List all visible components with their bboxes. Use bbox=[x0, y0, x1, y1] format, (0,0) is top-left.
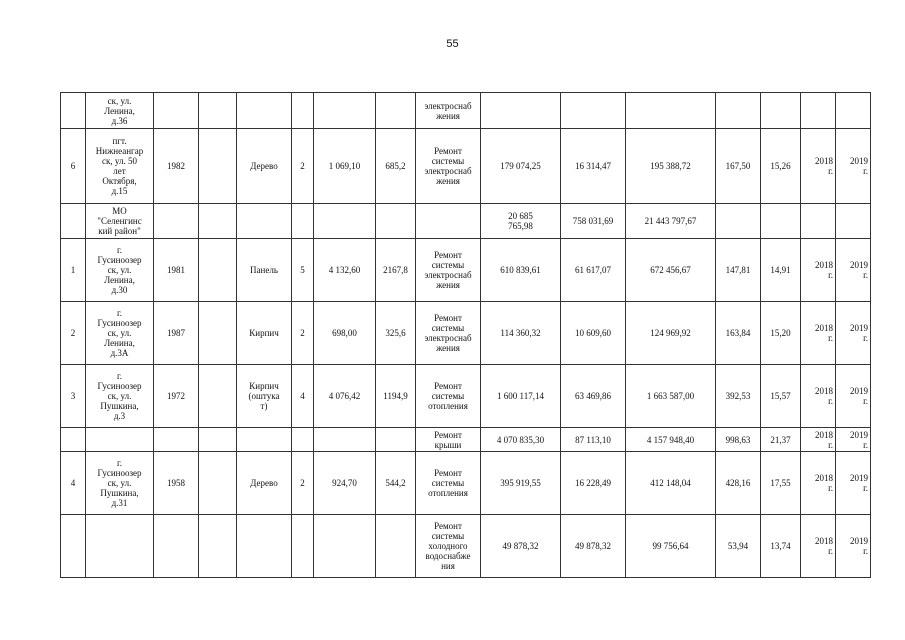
col-year-cell bbox=[154, 428, 199, 452]
col-start-cell: 2018 г. bbox=[801, 129, 836, 204]
col-wall-material-cell bbox=[237, 93, 292, 129]
col-cost-owners-cell: 16 228,49 bbox=[561, 452, 626, 515]
col-number-cell: 2 bbox=[61, 302, 86, 365]
col-end-cell: 2019 г. bbox=[836, 365, 871, 428]
col-cost-fund-cell: 610 839,61 bbox=[481, 239, 561, 302]
col-number-cell bbox=[61, 93, 86, 129]
col-rate-cell bbox=[761, 204, 801, 239]
col-cost-total-cell bbox=[626, 93, 716, 129]
col-floors-cell bbox=[292, 204, 314, 239]
col-cost-owners-cell: 63 469,86 bbox=[561, 365, 626, 428]
col-cost-total-cell: 4 157 948,40 bbox=[626, 428, 716, 452]
col-living-area-cell: 544,2 bbox=[376, 452, 416, 515]
col-year-renovation-cell bbox=[199, 428, 237, 452]
col-living-area-cell: 325,6 bbox=[376, 302, 416, 365]
col-cost-per-m2-cell: 428,16 bbox=[716, 452, 761, 515]
col-cost-fund-cell: 20 685 765,98 bbox=[481, 204, 561, 239]
col-work-type-cell: Ремонт системы электроснаб жения bbox=[416, 129, 481, 204]
col-rate-cell: 21,37 bbox=[761, 428, 801, 452]
col-year-renovation-cell bbox=[199, 302, 237, 365]
col-rate-cell: 13,74 bbox=[761, 515, 801, 578]
col-wall-material-cell: Дерево bbox=[237, 452, 292, 515]
col-start-cell bbox=[801, 204, 836, 239]
col-year-cell: 1981 bbox=[154, 239, 199, 302]
col-total-area-cell bbox=[314, 428, 376, 452]
col-cost-per-m2-cell: 167,50 bbox=[716, 129, 761, 204]
col-number-cell bbox=[61, 515, 86, 578]
col-cost-fund-cell: 114 360,32 bbox=[481, 302, 561, 365]
col-year-cell: 1987 bbox=[154, 302, 199, 365]
col-living-area-cell: 1194,9 bbox=[376, 365, 416, 428]
col-end-cell: 2019 г. bbox=[836, 302, 871, 365]
col-wall-material-cell bbox=[237, 515, 292, 578]
col-end-cell: 2019 г. bbox=[836, 239, 871, 302]
col-wall-material-cell: Кирпич bbox=[237, 302, 292, 365]
col-rate-cell: 15,26 bbox=[761, 129, 801, 204]
col-cost-total-cell: 412 148,04 bbox=[626, 452, 716, 515]
col-cost-owners-cell: 61 617,07 bbox=[561, 239, 626, 302]
col-year-renovation-cell bbox=[199, 452, 237, 515]
col-start-cell: 2018 г. bbox=[801, 302, 836, 365]
table-body bbox=[61, 93, 871, 578]
col-cost-per-m2-cell bbox=[716, 93, 761, 129]
col-cost-owners-cell: 49 878,32 bbox=[561, 515, 626, 578]
col-living-area-cell bbox=[376, 515, 416, 578]
col-floors-cell: 5 bbox=[292, 239, 314, 302]
col-work-type-cell: Ремонт системы электроснаб жения bbox=[416, 239, 481, 302]
col-address-cell: г. Гусиноозер ск, ул. Пушкина, д.31 bbox=[86, 452, 154, 515]
col-cost-total-cell: 21 443 797,67 bbox=[626, 204, 716, 239]
col-end-cell: 2019 г. bbox=[836, 515, 871, 578]
col-cost-fund-cell: 179 074,25 bbox=[481, 129, 561, 204]
col-wall-material-cell: Панель bbox=[237, 239, 292, 302]
col-year-renovation-cell bbox=[199, 93, 237, 129]
table-row bbox=[61, 302, 871, 365]
col-year-renovation-cell bbox=[199, 365, 237, 428]
col-number-cell: 3 bbox=[61, 365, 86, 428]
col-number-cell: 1 bbox=[61, 239, 86, 302]
col-number-cell: 4 bbox=[61, 452, 86, 515]
col-floors-cell: 4 bbox=[292, 365, 314, 428]
col-total-area-cell bbox=[314, 515, 376, 578]
col-end-cell: 2019 г. bbox=[836, 428, 871, 452]
col-year-cell bbox=[154, 93, 199, 129]
col-cost-total-cell: 1 663 587,00 bbox=[626, 365, 716, 428]
col-address-cell: г. Гусиноозер ск, ул. Пушкина, д.3 bbox=[86, 365, 154, 428]
col-cost-fund-cell bbox=[481, 93, 561, 129]
col-end-cell bbox=[836, 93, 871, 129]
col-work-type-cell: Ремонт крыши bbox=[416, 428, 481, 452]
col-floors-cell: 2 bbox=[292, 452, 314, 515]
col-cost-total-cell: 124 969,92 bbox=[626, 302, 716, 365]
col-floors-cell: 2 bbox=[292, 129, 314, 204]
col-cost-owners-cell: 758 031,69 bbox=[561, 204, 626, 239]
col-address-cell bbox=[86, 428, 154, 452]
repair-program-table bbox=[60, 92, 871, 578]
col-cost-owners-cell: 87 113,10 bbox=[561, 428, 626, 452]
col-year-renovation-cell bbox=[199, 204, 237, 239]
col-cost-total-cell: 672 456,67 bbox=[626, 239, 716, 302]
col-address-cell: пгт. Нижнеангар ск, ул. 50 лет Октября, д.15 bbox=[86, 129, 154, 204]
col-living-area-cell bbox=[376, 93, 416, 129]
col-living-area-cell: 2167,8 bbox=[376, 239, 416, 302]
col-total-area-cell bbox=[314, 93, 376, 129]
col-year-cell bbox=[154, 515, 199, 578]
col-cost-total-cell: 195 388,72 bbox=[626, 129, 716, 204]
col-start-cell: 2018 г. bbox=[801, 515, 836, 578]
col-living-area-cell bbox=[376, 204, 416, 239]
col-cost-owners-cell bbox=[561, 93, 626, 129]
col-end-cell: 2019 г. bbox=[836, 452, 871, 515]
col-address-cell: ск, ул. Ленина, д.36 bbox=[86, 93, 154, 129]
col-cost-fund-cell: 4 070 835,30 bbox=[481, 428, 561, 452]
col-cost-per-m2-cell bbox=[716, 204, 761, 239]
col-start-cell: 2018 г. bbox=[801, 452, 836, 515]
col-end-cell: 2019 г. bbox=[836, 129, 871, 204]
col-rate-cell bbox=[761, 93, 801, 129]
col-rate-cell: 15,20 bbox=[761, 302, 801, 365]
table-row bbox=[61, 129, 871, 204]
col-year-renovation-cell bbox=[199, 239, 237, 302]
col-cost-owners-cell: 16 314,47 bbox=[561, 129, 626, 204]
col-end-cell bbox=[836, 204, 871, 239]
table-row bbox=[61, 239, 871, 302]
col-cost-per-m2-cell: 392,53 bbox=[716, 365, 761, 428]
col-work-type-cell: электроснаб жения bbox=[416, 93, 481, 129]
col-year-renovation-cell bbox=[199, 515, 237, 578]
col-total-area-cell: 924,70 bbox=[314, 452, 376, 515]
col-work-type-cell: Ремонт системы отопления bbox=[416, 452, 481, 515]
col-total-area-cell: 1 069,10 bbox=[314, 129, 376, 204]
col-year-cell: 1958 bbox=[154, 452, 199, 515]
col-address-cell: г. Гусиноозер ск, ул. Ленина, д.30 bbox=[86, 239, 154, 302]
col-cost-total-cell: 99 756,64 bbox=[626, 515, 716, 578]
table-row bbox=[61, 515, 871, 578]
col-cost-per-m2-cell: 53,94 bbox=[716, 515, 761, 578]
col-cost-per-m2-cell: 998,63 bbox=[716, 428, 761, 452]
col-floors-cell bbox=[292, 428, 314, 452]
col-work-type-cell: Ремонт системы холодного водоснабже ния bbox=[416, 515, 481, 578]
col-wall-material-cell bbox=[237, 428, 292, 452]
col-number-cell: 6 bbox=[61, 129, 86, 204]
table-row bbox=[61, 365, 871, 428]
table-row bbox=[61, 428, 871, 452]
col-wall-material-cell: Дерево bbox=[237, 129, 292, 204]
col-cost-fund-cell: 49 878,32 bbox=[481, 515, 561, 578]
col-floors-cell: 2 bbox=[292, 302, 314, 365]
page-number: 55 bbox=[446, 38, 459, 50]
col-cost-per-m2-cell: 147,81 bbox=[716, 239, 761, 302]
table-row bbox=[61, 93, 871, 129]
col-total-area-cell: 4 076,42 bbox=[314, 365, 376, 428]
col-work-type-cell: Ремонт системы электроснаб жения bbox=[416, 302, 481, 365]
col-cost-owners-cell: 10 609,60 bbox=[561, 302, 626, 365]
table-row bbox=[61, 204, 871, 239]
col-total-area-cell: 4 132,60 bbox=[314, 239, 376, 302]
table-row bbox=[61, 452, 871, 515]
col-rate-cell: 17,55 bbox=[761, 452, 801, 515]
col-rate-cell: 14,91 bbox=[761, 239, 801, 302]
col-address-cell: МО "Селенгинс кий район" bbox=[86, 204, 154, 239]
col-work-type-cell: Ремонт системы отопления bbox=[416, 365, 481, 428]
col-wall-material-cell: Кирпич (оштука т) bbox=[237, 365, 292, 428]
col-living-area-cell bbox=[376, 428, 416, 452]
col-year-cell: 1972 bbox=[154, 365, 199, 428]
col-cost-fund-cell: 395 919,55 bbox=[481, 452, 561, 515]
col-start-cell: 2018 г. bbox=[801, 428, 836, 452]
col-year-cell: 1982 bbox=[154, 129, 199, 204]
col-number-cell bbox=[61, 428, 86, 452]
col-address-cell bbox=[86, 515, 154, 578]
col-number-cell bbox=[61, 204, 86, 239]
col-start-cell bbox=[801, 93, 836, 129]
col-wall-material-cell bbox=[237, 204, 292, 239]
col-start-cell: 2018 г. bbox=[801, 365, 836, 428]
col-rate-cell: 15,57 bbox=[761, 365, 801, 428]
col-living-area-cell: 685,2 bbox=[376, 129, 416, 204]
col-year-cell bbox=[154, 204, 199, 239]
col-address-cell: г. Гусиноозер ск, ул. Ленина, д.3А bbox=[86, 302, 154, 365]
col-floors-cell bbox=[292, 93, 314, 129]
col-floors-cell bbox=[292, 515, 314, 578]
col-cost-fund-cell: 1 600 117,14 bbox=[481, 365, 561, 428]
col-year-renovation-cell bbox=[199, 129, 237, 204]
col-work-type-cell bbox=[416, 204, 481, 239]
col-total-area-cell: 698,00 bbox=[314, 302, 376, 365]
col-start-cell: 2018 г. bbox=[801, 239, 836, 302]
col-total-area-cell bbox=[314, 204, 376, 239]
col-cost-per-m2-cell: 163,84 bbox=[716, 302, 761, 365]
